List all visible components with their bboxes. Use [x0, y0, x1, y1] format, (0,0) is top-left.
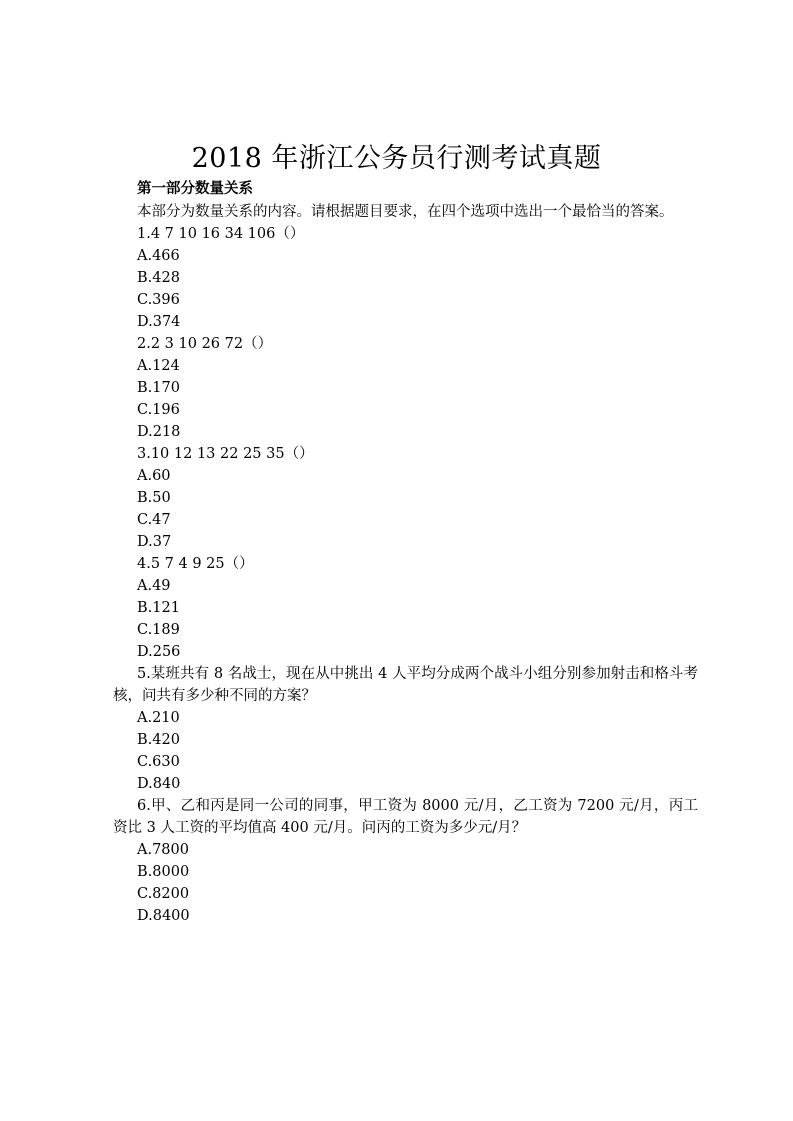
option-a: A.49	[137, 578, 171, 594]
question-4	[113, 553, 698, 663]
option-d: D.840	[137, 776, 181, 792]
option-a: A.210	[137, 710, 180, 726]
question-stem: 2.2 3 10 26 72（）	[137, 336, 273, 352]
question-3	[113, 443, 698, 553]
question-2	[113, 333, 698, 443]
question-stem: 3.10 12 13 22 25 35（）	[137, 446, 314, 462]
option-b: B.428	[137, 270, 180, 286]
option-c: C.189	[137, 622, 180, 638]
question-stem: 4.5 7 4 9 25（）	[137, 556, 254, 572]
option-a: A.60	[137, 468, 171, 484]
section-heading: 第一部分数量关系	[137, 180, 253, 197]
question-6	[113, 795, 698, 927]
option-c: C.8200	[137, 886, 190, 902]
option-c: C.47	[137, 512, 171, 528]
question-5	[113, 663, 698, 795]
option-a: A.466	[137, 248, 180, 264]
option-b: B.50	[137, 490, 171, 506]
question-stem: 6.甲、乙和丙是同一公司的同事，甲工资为 8000 元/月，乙工资为 7200 元/月，丙工资比 3 人工资的平均值高 400 元/月。问丙的工资为多少元/月？	[113, 798, 698, 836]
option-d: D.256	[137, 644, 181, 660]
option-a: A.124	[137, 358, 180, 374]
option-d: D.218	[137, 424, 181, 440]
option-c: C.630	[137, 754, 180, 770]
option-a: A.7800	[137, 842, 189, 858]
question-stem: 5.某班共有 8 名战士，现在从中挑出 4 人平均分成两个战斗小组分别参加射击和格斗考核，问共有多少种不同的方案？	[113, 666, 698, 704]
document-body	[113, 201, 698, 927]
intro-paragraph: 本部分为数量关系的内容。请根据题目要求，在四个选项中选出一个最恰当的答案。	[137, 204, 674, 220]
option-b: B.420	[137, 732, 180, 748]
option-c: C.396	[137, 292, 180, 308]
option-d: D.374	[137, 314, 181, 330]
option-b: B.170	[137, 380, 180, 396]
option-c: C.196	[137, 402, 180, 418]
option-d: D.37	[137, 534, 172, 550]
option-d: D.8400	[137, 908, 190, 924]
document-title: 2018 年浙江公务员行测考试真题	[191, 143, 602, 174]
question-1	[113, 223, 698, 333]
question-stem: 1.4 7 10 16 34 106（）	[137, 226, 305, 242]
option-b: B.8000	[137, 864, 190, 880]
option-b: B.121	[137, 600, 180, 616]
